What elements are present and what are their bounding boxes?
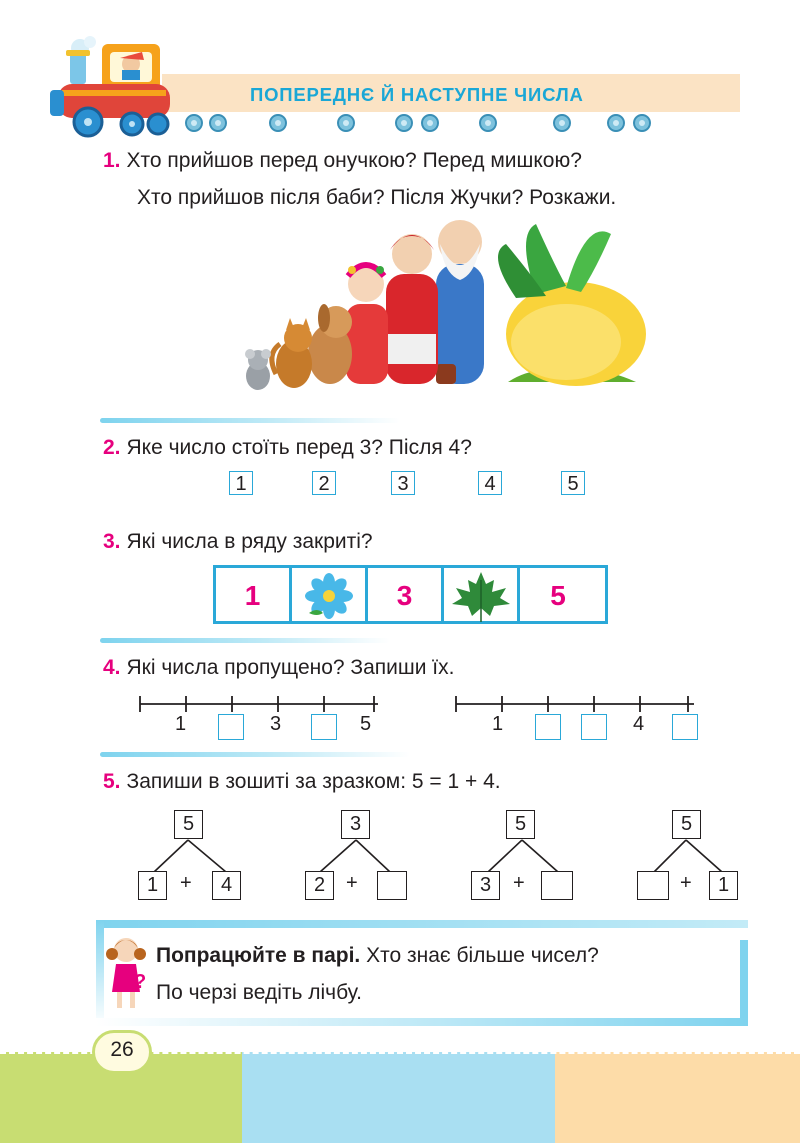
task-text: Хто прийшов перед онучкою? Перед мишкою? [126, 149, 582, 172]
answer-box[interactable] [535, 714, 561, 740]
answer-box[interactable] [218, 714, 244, 740]
plus-sign: + [513, 872, 525, 894]
tree-top-box: 5 [174, 810, 203, 839]
tree-right-box-empty[interactable] [541, 871, 573, 900]
task-text: Яке число стоїть перед 3? Після 4? [126, 436, 472, 459]
row-cell-covered [444, 568, 520, 624]
number-box: 2 [312, 471, 336, 495]
pair-box-bottom-border [96, 1018, 748, 1026]
tree-left-box: 1 [138, 871, 167, 900]
number-row [213, 565, 608, 624]
task-1-line-1 [103, 143, 582, 179]
task-2-question [103, 430, 472, 466]
row-cell: 1 [216, 568, 292, 624]
task-number: 3. [103, 530, 121, 553]
pair-box-left-border [96, 920, 104, 1026]
number-box: 5 [561, 471, 585, 495]
task-text: Запиши в зошиті за зразком: 5 = 1 + 4. [126, 770, 501, 793]
section-divider [100, 638, 390, 643]
plus-sign: + [680, 872, 692, 894]
row-cell: 5 [550, 580, 566, 611]
answer-box[interactable] [581, 714, 607, 740]
pair-box-top-border [96, 920, 748, 928]
task-text: Які числа в ряду закриті? [126, 530, 373, 553]
answer-box[interactable] [311, 714, 337, 740]
plus-sign: + [180, 872, 192, 894]
number-box: 1 [229, 471, 253, 495]
train-illustration [40, 30, 660, 140]
svg-text:?: ? [134, 971, 147, 993]
task-number: 2. [103, 436, 121, 459]
tree-left-box: 2 [305, 871, 334, 900]
tree-left-box: 3 [471, 871, 500, 900]
pair-work-text: Хто знає більше чисел? [360, 944, 599, 967]
section-divider [100, 752, 410, 757]
page-number: 26 [110, 1038, 134, 1061]
number-box: 4 [478, 471, 502, 495]
tree-top-box: 5 [506, 810, 535, 839]
number-line-label: 4 [633, 713, 645, 735]
girl-with-question-icon [104, 934, 150, 1014]
tree-top-box: 3 [341, 810, 370, 839]
tree-right-box: 1 [709, 871, 738, 900]
plus-sign: + [346, 872, 358, 894]
task-number: 5. [103, 770, 121, 793]
turnip-story-illustration [236, 214, 656, 402]
pair-box-right-border [740, 940, 748, 1026]
task-5-question [103, 764, 501, 800]
tree-top-box: 5 [672, 810, 701, 839]
tree-left-box-empty[interactable] [637, 871, 669, 900]
number-line-label: 1 [175, 713, 187, 735]
task-number: 1. [103, 149, 121, 172]
number-box: 3 [391, 471, 415, 495]
row-cell: 3 [368, 568, 444, 624]
pair-work-line-1 [156, 938, 599, 974]
task-3-question [103, 524, 373, 560]
flower-icon [303, 573, 355, 619]
tree-right-box: 4 [212, 871, 241, 900]
footer-band-blue [242, 1052, 555, 1143]
task-1-line-2: Хто прийшов після баби? Після Жучки? Розкажи. [137, 186, 617, 209]
footer-band-orange [555, 1052, 800, 1143]
number-line-a [138, 692, 384, 714]
page-title: ПОПЕРЕДНЄ Й НАСТУПНЕ ЧИСЛА [250, 84, 584, 105]
task-text: Які числа пропущено? Запиши їх. [126, 656, 455, 679]
pair-work-heading: Попрацюйте в парі. [156, 944, 361, 967]
section-divider [100, 418, 400, 423]
maple-leaf-icon [450, 570, 512, 622]
number-line-label: 1 [492, 713, 504, 735]
number-line-label: 5 [360, 713, 372, 735]
answer-box[interactable] [672, 714, 698, 740]
task-4-question [103, 650, 454, 686]
pair-work-line-2: По черзі ведіть лічбу. [156, 981, 362, 1004]
number-line-b [454, 692, 700, 714]
row-cell-covered [292, 568, 368, 624]
task-number: 4. [103, 656, 121, 679]
number-line-label: 3 [270, 713, 282, 735]
tree-right-box-empty[interactable] [377, 871, 407, 900]
